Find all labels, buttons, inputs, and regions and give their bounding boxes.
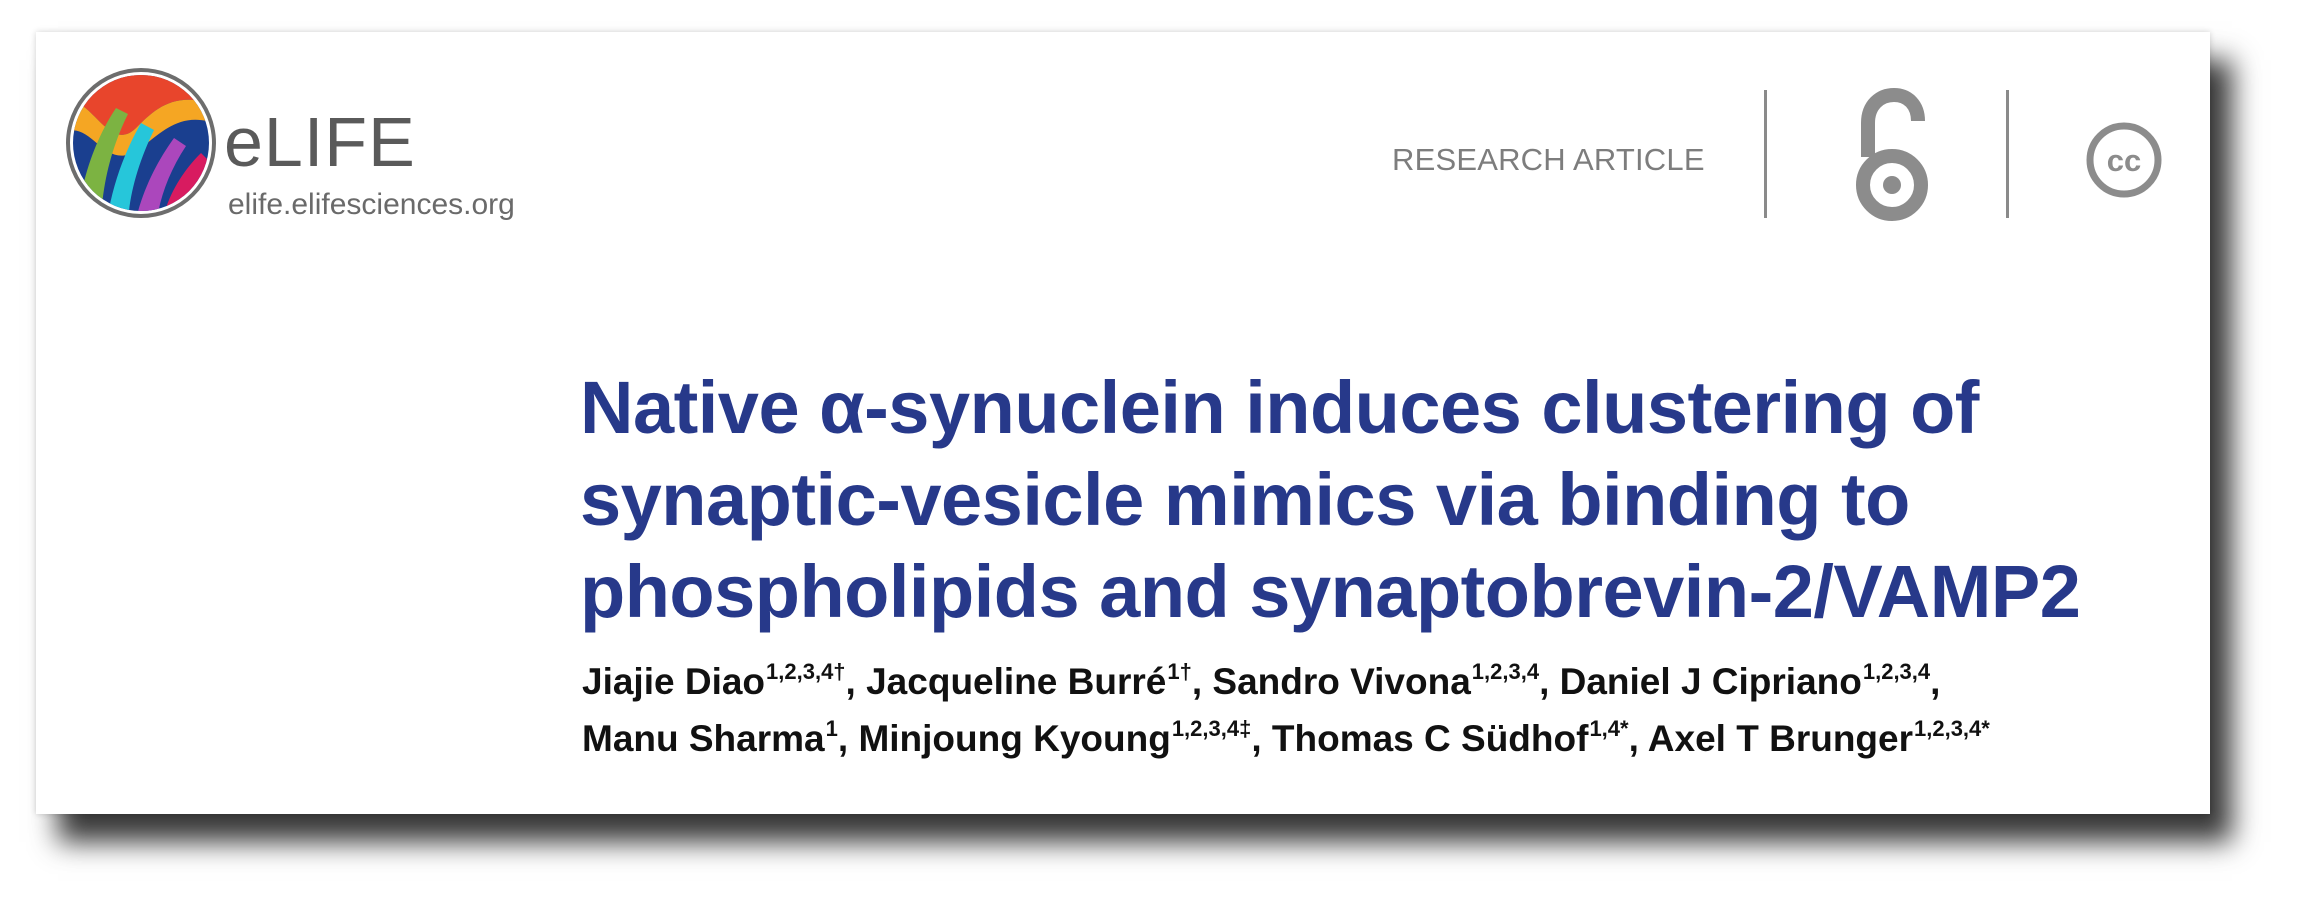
title-line: Native α-synuclein induces clustering of <box>580 366 1979 449</box>
header-divider <box>1764 90 1767 218</box>
author-line <box>582 656 2182 713</box>
brand-name: eLIFE <box>224 103 416 181</box>
author-name-text: Jacqueline Burré <box>866 661 1167 702</box>
author-affiliation: 1,2,3,4 <box>1862 659 1931 684</box>
author-name-text: Sandro Vivona <box>1212 661 1471 702</box>
elife-logo-icon <box>66 68 216 218</box>
author-name <box>1560 661 1931 702</box>
header-divider <box>2006 90 2009 218</box>
title-line: phospholipids and synaptobrevin-2/VAMP2 <box>580 550 2081 633</box>
author-name <box>582 661 846 702</box>
license-label: cc <box>2106 143 2142 178</box>
creative-commons-icon[interactable] <box>2084 120 2164 200</box>
author-name <box>1272 718 1629 759</box>
author-name-text: Manu Sharma <box>582 718 825 759</box>
author-name <box>1212 661 1539 702</box>
author-name-text: Daniel J Cipriano <box>1559 661 1862 702</box>
title-line: synaptic-vesicle mimics via binding to <box>580 458 1910 541</box>
author-line <box>582 713 2182 770</box>
author-affiliation: 1† <box>1167 659 1192 684</box>
author-separator: , <box>1191 661 1213 702</box>
author-name-text: Jiajie Diao <box>582 661 766 702</box>
author-affiliation: 1,2,3,4* <box>1914 716 1990 741</box>
author-name-text: Axel T Brunger <box>1647 718 1913 759</box>
author-name <box>582 718 838 759</box>
author-name <box>866 661 1192 702</box>
author-affiliation: 1 <box>825 716 838 741</box>
author-separator: , <box>1251 718 1272 759</box>
brand-url[interactable]: elife.elifesciences.org <box>228 188 515 221</box>
author-separator: , <box>837 718 859 759</box>
author-name <box>1648 718 1990 759</box>
author-name-text: Minjoung Kyoung <box>858 718 1171 759</box>
author-name-text: Thomas C Südhof <box>1271 718 1589 759</box>
author-separator: , <box>1539 661 1560 702</box>
article-page <box>36 32 2210 814</box>
author-list <box>582 656 2182 770</box>
author-separator: , <box>1930 661 1941 702</box>
article-type-label: RESEARCH ARTICLE <box>1392 142 1705 177</box>
author-name <box>858 718 1251 759</box>
author-separator: , <box>1628 718 1648 759</box>
author-separator: , <box>845 661 867 702</box>
open-access-icon[interactable] <box>1846 87 1938 221</box>
author-affiliation: 1,2,3,4 <box>1471 659 1540 684</box>
article-title <box>580 362 2190 638</box>
author-affiliation: 1,2,3,4† <box>766 659 846 684</box>
author-affiliation: 1,2,3,4‡ <box>1171 716 1252 741</box>
author-affiliation: 1,4* <box>1589 716 1629 741</box>
